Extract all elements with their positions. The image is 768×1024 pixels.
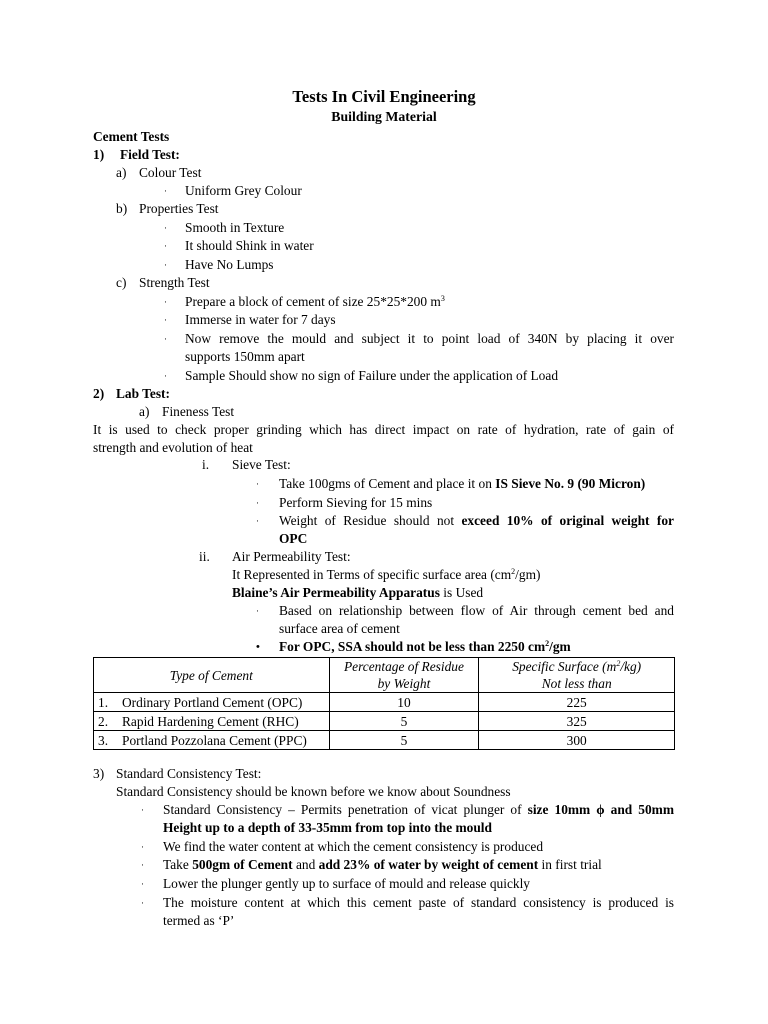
list-item: For OPC, SSA should not be less than 2250 $cm^2/gm$ (279, 639, 571, 654)
list-item-continued: termed as ‘P’ (163, 913, 235, 928)
sieve-test-marker: i. (202, 457, 210, 472)
list-dot: · (164, 260, 167, 270)
list-item: Standard Consistency – Permits penetration of vicat plunger of size 10mm ϕ and 50mm (163, 802, 674, 817)
document-title: Tests In Civil Engineering (292, 87, 476, 106)
list-item: Take 500gm of Cement and add 23% of water by weight of cement in first trial (163, 857, 602, 872)
table-cell-type: 2. Rapid Hardening Cement (RHC) (94, 712, 330, 731)
list-dot: · (256, 606, 259, 616)
paragraph-line: It is used to check proper grinding which has direct impact on rate of hydration, rate of gain of (93, 422, 674, 437)
list-dot: · (164, 334, 167, 344)
table-header-row (94, 658, 675, 693)
list-dot: · (164, 297, 167, 307)
cement-table (93, 657, 675, 750)
table-row (94, 693, 675, 712)
fineness-test-marker: a) (139, 404, 150, 419)
lab-test-number: 2) (93, 386, 105, 401)
table-cell-surface: 225 (479, 693, 675, 712)
list-item: Lower the plunger gently up to surface of mould and release quickly (163, 876, 531, 891)
table-cell-residue: 5 (329, 712, 479, 731)
list-item: Take 100gms of Cement and place it on IS Sieve No. 9 (90 Micron) (279, 476, 646, 491)
list-item-continued: OPC (279, 531, 308, 546)
air-permeability-label: Air Permeability Test: (232, 549, 351, 564)
table-cell-type: 3. Portland Pozzolana Cement (PPC) (94, 731, 330, 750)
section-heading-cement: Cement Tests (93, 129, 170, 144)
list-dot: · (141, 842, 144, 852)
list-item: Uniform Grey Colour (185, 183, 302, 198)
table-header-residue: Percentage of Residue by Weight (329, 658, 479, 693)
list-dot: · (256, 498, 259, 508)
fineness-test-label: Fineness Test (162, 404, 235, 419)
field-test-heading: Field Test: (120, 147, 180, 162)
table-header-surface: Specific Surface $(m^2/kg)$ Not less than (479, 658, 675, 693)
lab-test-heading: Lab Test: (116, 386, 170, 401)
table-cell-surface: 325 (479, 712, 675, 731)
list-item: Now remove the mould and subject it to point load of 340N by placing it over (185, 331, 674, 346)
list-item: The moisture content at which this cement paste of standard consistency is produced is (163, 895, 674, 910)
list-item: Sample Should show no sign of Failure under the application of Load (185, 368, 559, 383)
list-item-continued: supports 150mm apart (185, 349, 305, 364)
list-dot: · (256, 516, 259, 526)
list-item: Prepare a block of cement of size 25*25*200 $m^3$ (185, 294, 445, 309)
list-item-continued: Height up to a depth of 33-35mm from top into the mould (163, 820, 492, 835)
paragraph-line: It Represented in Terms of specific surface area $(cm^2/gm)$ (232, 567, 541, 582)
list-dot: · (164, 223, 167, 233)
table-cell-type: 1. Ordinary Portland Cement (OPC) (94, 693, 330, 712)
consistency-test-heading: Standard Consistency Test: (116, 766, 262, 781)
document-subtitle: Building Material (331, 109, 437, 124)
list-item: We find the water content at which the cement consistency is produced (163, 839, 544, 854)
list-bullet: • (256, 641, 260, 653)
table-cell-residue: 10 (329, 693, 479, 712)
sieve-test-label: Sieve Test: (232, 457, 291, 472)
list-dot: · (164, 371, 167, 381)
table-cell-residue: 5 (329, 731, 479, 750)
list-item: Based on relationship between flow of Air through cement bed and (279, 603, 674, 618)
table-cell-surface: 300 (479, 731, 675, 750)
consistency-test-number: 3) (93, 766, 105, 781)
field-test-number: 1) (93, 147, 105, 162)
properties-test-label: Properties Test (139, 201, 219, 216)
strength-test-label: Strength Test (139, 275, 210, 290)
list-item: Immerse in water for 7 days (185, 312, 336, 327)
properties-test-marker: b) (116, 201, 128, 216)
list-item: Have No Lumps (185, 257, 274, 272)
strength-test-marker: c) (116, 275, 127, 290)
list-dot: · (164, 241, 167, 251)
list-dot: · (256, 479, 259, 489)
list-item: Smooth in Texture (185, 220, 285, 235)
list-dot: · (164, 315, 167, 325)
list-dot: · (141, 879, 144, 889)
paragraph-line: Standard Consistency should be known before we know about Soundness (116, 784, 511, 799)
table-header-type: Type of Cement (94, 658, 330, 693)
list-item: It should Shink in water (185, 238, 314, 253)
list-dot: · (141, 860, 144, 870)
table-row (94, 712, 675, 731)
air-permeability-marker: ii. (199, 549, 210, 564)
list-item-continued: surface area of cement (279, 621, 400, 636)
list-item: Weight of Residue should not exceed 10% of original weight for (279, 513, 674, 528)
table-row (94, 731, 675, 750)
colour-test-label: Colour Test (139, 165, 202, 180)
paragraph-line: Blaine’s Air Permeability Apparatus is Used (232, 585, 484, 600)
list-item: Perform Sieving for 15 mins (279, 495, 433, 510)
paragraph-line: strength and evolution of heat (93, 440, 253, 455)
colour-test-marker: a) (116, 165, 127, 180)
list-dot: · (141, 898, 144, 908)
list-dot: · (164, 186, 167, 196)
list-dot: · (141, 805, 144, 815)
